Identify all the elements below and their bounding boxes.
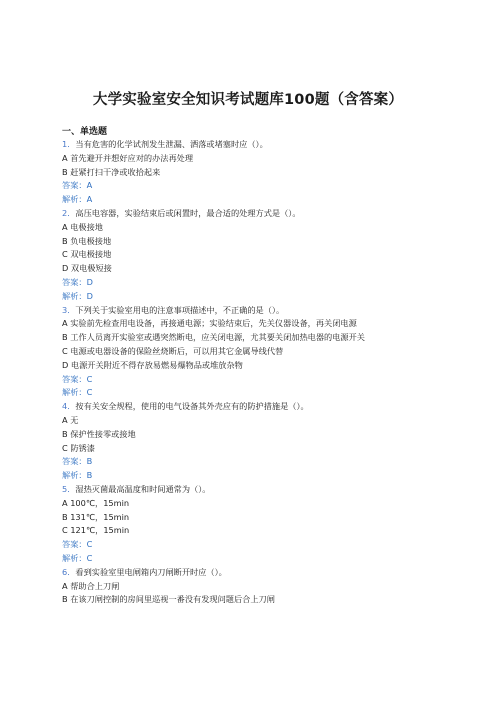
answer-option: A 帮助合上刀闸 [62, 580, 120, 591]
question-text: 当有危害的化学试剂发生泄漏、洒落或堵塞时应（）。 [75, 139, 268, 149]
explanation: 解析：B [62, 470, 93, 481]
question-number: 6． [62, 566, 76, 577]
answer-key: 答案：A [62, 180, 93, 191]
answer-option: C 双电极接地 [62, 249, 112, 260]
answer-option: A 电极接地 [62, 221, 103, 232]
question-text: 湿热灭菌最高温度和时间通常为（）。 [75, 483, 211, 494]
explanation: 解析：C [62, 387, 93, 398]
question-number: 4． [62, 401, 76, 412]
answer-key: 答案：D [62, 276, 93, 287]
answer-option: B 131℃，15min [62, 511, 130, 522]
answer-option: D 电源开关附近不得存放易燃易爆物品或堆放杂物 [62, 359, 243, 370]
answer-option: B 在该刀闸控制的房间里巡视一番没有发现问题后合上刀闸 [62, 594, 275, 605]
answer-key: 答案：B [62, 456, 93, 467]
answer-option: A 100℃，15min [62, 497, 130, 508]
question-number: 1． [62, 139, 76, 149]
answer-option: C 电源或电器设备的保险丝烧断后，可以用其它金属导线代替 [62, 345, 284, 356]
question-text: 按有关安全规程，使用的电气设备其外壳应有的防护措施是（）。 [75, 401, 309, 412]
explanation: 解析：C [62, 552, 93, 563]
answer-option: B 负电极接地 [62, 235, 112, 246]
answer-option: A 实验前先检查用电设备，再接通电源；实验结束后，先关仪器设备，再关闭电源 [62, 318, 357, 329]
answer-option: C 121℃，15min [62, 525, 130, 536]
question-stem [62, 400, 462, 414]
question-number: 2． [62, 207, 76, 218]
answer-key: 答案：C [62, 539, 93, 550]
explanation: 解析：D [62, 290, 93, 301]
answer-option: B 赶紧打扫干净或收拾起来 [62, 166, 161, 177]
question-number: 5． [62, 483, 76, 494]
answer-key: 答案：C [62, 373, 93, 384]
answer-option: B 保护性接零或接地 [62, 428, 136, 439]
answer-option: C 防锈漆 [62, 442, 95, 453]
question-stem [62, 304, 462, 318]
question-stem [62, 566, 462, 580]
question-stem [62, 207, 462, 221]
question-stem [62, 138, 462, 152]
explanation: 解析：A [62, 194, 93, 205]
answer-option: B 工作人员离开实验室或遇突然断电，应关闭电源，尤其要关闭加热电器的电源开关 [62, 332, 365, 343]
question-list [62, 138, 462, 607]
question-number: 3． [62, 304, 76, 315]
question-stem [62, 483, 462, 497]
question-text: 高压电容器，实验结束后或闲置时，最合适的处理方式是（）。 [75, 207, 301, 218]
page-title: 大学实验室安全知识考试题库100题（含答案） [92, 92, 404, 108]
answer-option: A 首先避开并想好应对的办法再处理 [62, 152, 194, 163]
question-text: 下列关于实验室用电的注意事项描述中，不正确的是（）。 [75, 304, 285, 315]
answer-option: D 双电极短接 [62, 263, 112, 274]
answer-option: A 无 [62, 414, 79, 425]
question-text: 看到实验室里电闸箱内刀闸断开时应（）。 [75, 566, 227, 577]
section-heading: 一、单选题 [62, 127, 108, 137]
